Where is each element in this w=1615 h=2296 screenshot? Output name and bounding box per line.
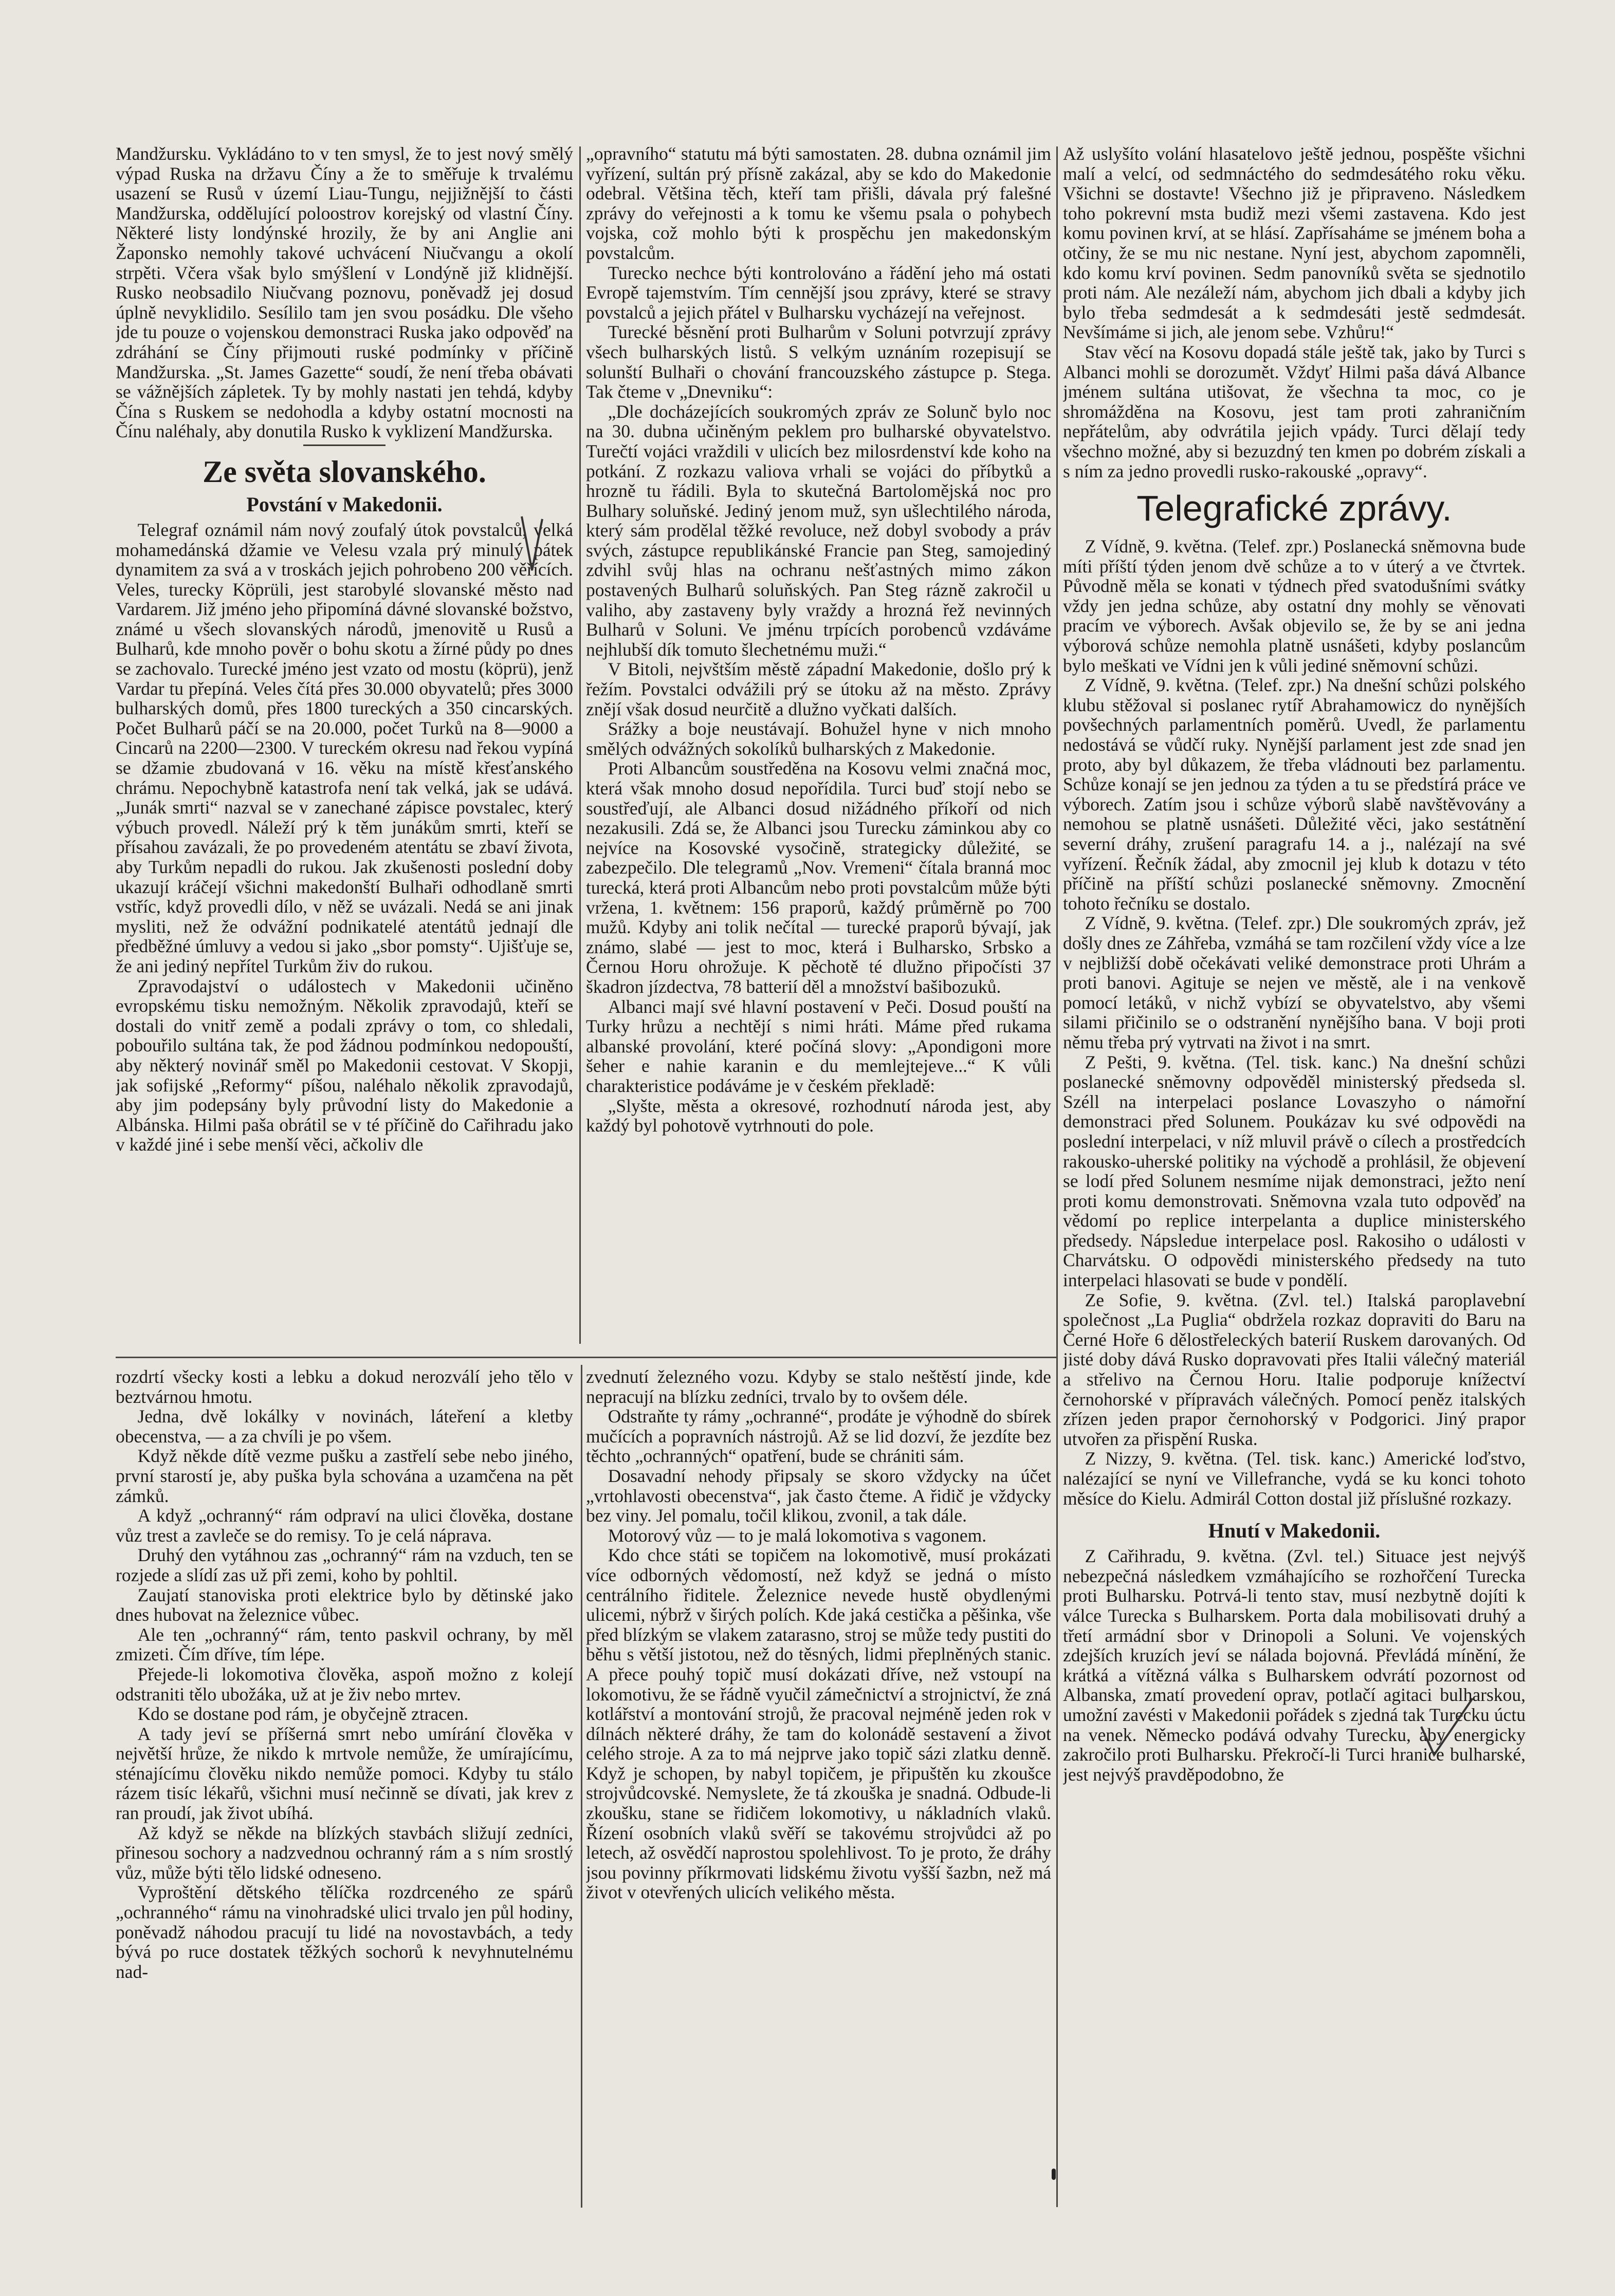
- paragraph: Vyproštění dětského tělíčka rozdrceného ze spárů „ochranného“ rámu na vinohradské ulici trvalo jen půl hodiny, poněvadž náhodou pracují tu lidé na novostavbách, a tedy bývá po ruce dostatek těžkých sochorů k nevyhnutelnému nad-: [116, 1882, 573, 1982]
- paragraph: zvednutí železného vozu. Kdyby se stalo neštěstí jinde, kde nepracují na blízku zedníci, trvalo by to ovšem déle.: [586, 1367, 1051, 1407]
- paragraph: Druhý den vytáhnou zas „ochranný“ rám na vzduch, ten se rozjede a slídí zas už při zemi, koho by pohltil.: [116, 1545, 573, 1585]
- paragraph: Ale ten „ochranný“ rám, tento paskvil ochrany, by měl zmizeti. Čím dříve, tím lépe.: [116, 1624, 573, 1665]
- paragraph: Albanci mají své hlavní postavení v Peči. Dosud pouští na Turky hrůzu a nechtějí s nimi hráti. Máme před rukama albanské provolání, které počíná slovy: „Apondigoni more šeher e nahie karanin e du memlejtejeve...“ K vůli charakteristice podáváme je v českém překladě:: [586, 996, 1051, 1096]
- paragraph: Srážky a boje neustávají. Bohužel hyne v nich mnoho smělých odvážných sokolíků bulharských z Makedonie.: [586, 718, 1051, 759]
- telegram-item: Z Vídně, 9. května. (Telef. zpr.) Dle soukromých zpráv, jež došly dnes ze Záhřeba, vzmáhá se tam rozčilení vždy více a lze v nejbližší době očekávati veliké demonstrace proti Uhrám a proti banovi. Agituje se nejen ve městě, ale i na venkově pomocí letáků, v nichž vybízí se obyvatelstvo, aby všemi silami přičinilo se o odstranění nynějšího bana. V boji proti němu třeba prý vytrvati na život i na smrt.: [1063, 913, 1526, 1052]
- telegram-item: Z Pešti, 9. května. (Tel. tisk. kanc.) Na dnešní schůzi poslanecké sněmovny odpověděl ministerský předseda sl. Széll na interpelaci poslance Lovaszyho o námořní demonstraci před Solunem. Poukázav ku své odpovědi na poslední interpelaci, v níž mluvil právě o cílech a prostředcích rakousko-uherské politiky na východě a prohlásil, že objevení se lodí před Solunem nesmíme nijak demonstraci, ježto není proti komu demonstrovati. Sněmovna vzala tuto odpověď na vědomí po replice interpelanta a duplice ministerského předsedy. Nápsledue interpelace posl. Rakosiho o události v Charvátsku. O odpovědi ministerského předsedy na tuto interpelaci hlasovati se bude v pondělí.: [1063, 1051, 1526, 1291]
- telegram-item: Z Nizzy, 9. května. (Tel. tisk. kanc.) Americké loďstvo, nalézající se nyní ve Villefranche, vydá se ku konci tohoto měsíce do Kielu. Admirál Cotton dostal již příslušné rozkazy.: [1063, 1448, 1526, 1509]
- column-rule-1: [579, 146, 581, 1344]
- telegram-item: Ze Sofie, 9. května. (Zvl. tel.) Italská paroplavební společnost „La Puglia“ obdržela rozkaz dopraviti do Baru na Černé Hoře 6 dělostřeleckých baterií Ruskem darovaných. Od jisté doby dává Rusko dopravovati přes Italii válečný materiál a střelivo na Černou Horu. Italie podporuje knížectví černohorské v přípravách válečných. Pomocí peněz italských zřízen jeden prapor černohorský v Podgorici. Jiný prapor utvořen za přispění Ruska.: [1063, 1289, 1526, 1449]
- section-heading-macedonia: Hnutí v Makedonii.: [1208, 1519, 1381, 1543]
- paragraph: Odstraňte ty rámy „ochranné“, prodáte je výhodně do sbírek mučících a popravních nástrojů. Až se lid dozví, že jezdíte bez těchto „ochranných“ opatření, bude se chrániti sám.: [586, 1406, 1051, 1467]
- column-rule-3: [581, 1365, 582, 2208]
- section-rule: [116, 1357, 1056, 1358]
- paragraph: Proti Albancům soustředěna na Kosovu velmi značná moc, která však mnoho dosud nepořídila. Turci buď stojí nebo se soustřeďují, ale Albanci dosud nižádného příkoří od nich nezakusili. Zdá se, že Albanci jsou Turecku záminkou aby co nejvíce na Kosovské vysočině, strategicky důležité, se zabezpečilo. Dle telegramů „Nov. Vremeni“ čítala branná moc turecká, která proti Albancům nebo proti povstalcům může býti vržena, 1. květnem: 156 praporů, každý průměrně po 700 mužů. Kdyby ani tolik nečítal — turecké praporů bývají, jak známo, slabé — jest to moc, která i Bulharsko, Srbsko a Černou Horu ohrožuje. K pěchotě té dlužno připočísti 37 škadron jízdectva, 78 batterií děl a množství bašibozuků.: [586, 758, 1051, 997]
- paragraph: Zpravodajství o událostech v Makedonii učiněno evropskému tisku nemožným. Několik zpravodajů, kteří se dostali do vnitř země a podali zprávy o tom, co shledali, pobouřilo sultána tak, že pod žádnou podmínkou nedopouští, aby některý novinář směl po Makedonii cestovat. V Skopji, jak sofijské „Reformy“ píšou, naléhalo několik zpravodajů, aby jim podepsány byly průvodní listy do Makedonie a Albánska. Hilmi paša obrátil se v té příčině do Cařihradu jako v každé jiné i sebe menší věci, ačkoliv dle: [116, 975, 573, 1155]
- paragraph: Přejede-li lokomotiva člověka, aspoň možno z kolejí odstraniti tělo ubožáka, už at je živ nebo mrtev.: [116, 1663, 573, 1705]
- ink-mark-icon: [1052, 2169, 1056, 2180]
- article-divider: [303, 445, 386, 446]
- column-rule-2: [1056, 146, 1058, 2207]
- paragraph: Až když se někde na blízkých stavbách sližují zedníci, přinesou sochory a nadzvednou ochranný rám a s ním srostlý vůz, může býti tělo lidské odneseno.: [116, 1822, 573, 1883]
- article-manchuria: Mandžursku. Vykládáno to v ten smysl, že to jest nový smělý výpad Ruska na državu Číny a že to směřuje k trvalému usazení se Rusů v území Liau-Tungu, nejjižnější to části Mandžurska, oddělující poloostrov korejský od vlastní Číny. Některé listy londýnské hrozily, že by ani Anglie ani Žaponsko nemohly takové uchvácení Niučvangu a okolí strpěti. Včera však bylo smýšlení v Londýně již klidnější. Rusko neobsadilo Niučvang poznovu, poněvadž jej dosud úplně nevyklidilo. Sesílilo tam jen svou posádku. Dle všeho jde tu pouze o vojenskou demonstraci Ruska jako odpověď na zdráhání se Číny přijmouti ruské podmínky v příčině Mandžurska. „St. James Gazette“ soudí, že není třeba obávati se vážnějších zápletek. Ty by mohly nastati jen tehdá, kdyby Čína s Ruskem se nedohodla a kdyby ostatní mocnosti na Čínu naléhaly, aby donutila Rusko k vyklizení Mandžurska.: [116, 144, 573, 442]
- paragraph: Jedna, dvě lokálky v novinách, láteření a kletby obecenstva, — a za chvíli je po všem.: [116, 1406, 573, 1447]
- paragraph: „opravního“ statutu má býti samostaten. 28. dubna oznámil jim vyřízení, sultán prý přísně zakázal, aby se kdo do Makedonie odebral. Většina těch, kteří tam přišli, dávala prý falešné zprávy do veřejnosti a k tomu ke všemu psala o pohybech vojska, což mohlo býti k prospěchu jen makedonským povstalcům.: [586, 144, 1051, 263]
- column-3: [1063, 144, 1526, 2220]
- section-heading-telegrams: Telegrafické zprávy.: [1136, 488, 1452, 529]
- paragraph: Zaujatí stanoviska proti elektrice bylo by dětinské jako dnes hubovat na železnice vůbec.: [116, 1584, 573, 1625]
- paragraph: Stav věcí na Kosovu dopadá stále ještě tak, jako by Turci s Albanci mohli se dorozumět. Vždyť Hilmi paša dává Albance jménem sultána utišovat, že všechna ta moc, co je shromážděna na Kosovu, jest tam proti zahraničním nepřátelům, aby odvrátila jejich vpády. Turci dělají tedy všechno možné, aby si bezuzdný ten kmen po dobrém získali a s ním za jedno provedli rusko-rakouské „opravy“.: [1063, 341, 1526, 482]
- handwritten-check-mark-icon: [1419, 1696, 1475, 1757]
- paragraph: A když „ochranný“ rám odpraví na ulici člověka, dostane vůz trest a zavleče se do remisy. To je celá náprava.: [116, 1505, 573, 1546]
- section-heading-slavic: Ze světa slovanského.: [203, 454, 486, 489]
- paragraph: Když někde dítě vezme pušku a zastřelí sebe nebo jiného, první starostí je, aby puška byla schována a uzamčena na pět zámků.: [116, 1446, 573, 1506]
- paragraph: Kdo se dostane pod rám, je obyčejně ztracen.: [137, 1704, 469, 1725]
- paragraph: Turecké běsnění proti Bulharům v Soluni potvrzují zprávy všech bulharských listů. S velkým uznáním rozepisují se solunští Bulhaři o chování francouzského zástupce p. Stega. Tak čteme v „Dnevniku“:: [586, 322, 1051, 402]
- paragraph: Až uslyšíto volání hlasatelovo ještě jednou, pospěšte všichni malí a velcí, od sedmnáctého do sedmdesátého roku věku. Všichni se dostavte! Všechno již je připraveno. Následkem toho pokrevní msta budiž mezi všemi zastavena. Kdo jest komu povinen krví, at se hlásí. Zapřísaháme se jménem boha a otčiny, že se mu nic nestane. Nyní jest, abychom zapomněli, kdo komu krví povinen. Sedm panovníků světa se sjednotilo proti nám. Ale nezáleží nám, abychom jich dbali a kdyby jich bylo třeba sedmdesát a k sedmdesáti jestě sedmdesát. Nevšímáme si jich, ale jenom sebe. Vzhůru!“: [1063, 144, 1526, 343]
- paragraph: Turecko nechce býti kontrolováno a řádění jeho má ostati Evropě tajemstvím. Tím cennější jsou zprávy, které se stravy povstalců a jejich přátel v Bulharsku vycházejí na veřejnost.: [586, 262, 1051, 323]
- paragraph: rozdrtí všecky kosti a lebku a dokud nerozválí jeho tělo v beztvárnou hmotu.: [116, 1367, 573, 1407]
- column-2-bottom: [586, 1367, 1051, 2210]
- paragraph: Kdo chce státi se topičem na lokomotivě, musí prokázati více odborných vědomostí, než když se jedná o místo centrálního řiditele. Železnice nevede hustě obydlenými ulicemi, nýbrž v širých polích. Kde jaká cestička a pěšinka, vše před blízkým se vlakem zatarasno, stroj se může tedy pustiti do běhu s větší jistotou, než do těsných, lidmi přeplněných stanic. A přece pouhý topič musí dokázati dříve, než vstoupí na lokomotivu, že se řádně vyučil zámečnictví a strojnictví, že zná kotlářství a montování strojů, že pracoval nejméně jeden rok v dílnách některé dráhy, že tam do kolonádě sestavení a život celého stroje. A za to má nejprve jako topič sázi zlatku denně. Když je schopen, by nabyl topičem, je připuštěn ku zkoušce strojvůdcovské. Nemyslete, že tá zkouška je snadná. Odbude-li zkoušku, stane se řidičem lokomotivy, u nákladních vlaků. Řízení osobních vlaků svěří se takovému strojvůdci až po letech, až osvědčí naprostou spolehlivost. To je proto, že dráhy jsou povinny příkrmovati lidskému životu vyšší šazbn, než má život v otevřených ulicích velikého města.: [586, 1545, 1051, 1903]
- paragraph: Motorový vůz — to je malá lokomotiva s vagonem.: [608, 1525, 987, 1546]
- column-1-top: [116, 144, 573, 1354]
- handwritten-check-mark-icon: [519, 514, 545, 576]
- paragraph: Dosavadní nehody připsaly se skoro vždycky na účet „vrtohlavosti obecenstva“, jak často čteme. A řidič je vždycky bez viny. Jel pomalu, točil klikou, zvonil, a tak dále.: [586, 1465, 1051, 1526]
- column-1-bottom: [116, 1367, 573, 2210]
- subheading-macedonia-uprising: Povstání v Makedonii.: [246, 492, 443, 516]
- paragraph: V Bitoli, nejvštším městě západní Makedonie, došlo prý k řežím. Povstalci odvážili prý se útoku až na město. Zprávy znějí však dosud neurčitě a dlužno vyčkati dalších.: [586, 659, 1051, 719]
- paragraph: A tady jeví se příšerná smrt nebo umírání člověka v největší hrůze, že nikdo k mrtvole nemůže, že umírajícímu, sténajícímu člověku nikdo nemůže pomoci. Kdyby tu stálo rázem tisíc lékařů, všichni musí nečinně se dívati, jak krev z ran proudí, jak život ubíhá.: [116, 1723, 573, 1824]
- column-2-top: [586, 144, 1051, 1354]
- telegram-item: Z Vídně, 9. května. (Telef. zpr.) Na dnešní schůzi polského klubu stěžoval si poslanec rytíř Abrahamowicz do nynějších povšechných parlamentních poměrů. Uvedl, že parlamentu nedostává se vůdčí ruky. Nynější parlament jest zde snad jen proto, aby byl důkazem, že třeba vládnouti bez parlamentu. Schůze konají se jen jednou za týden a tu se předstírá práce ve výborech. Zatím jsou i schůze výborů slabě navštěvovány a nemohou se platně usnášeti. Důležité věci, jako sestátnění severní dráhy, zrušení paragrafu 14. a j., nalézají na své vyřízení. Řečník žádal, aby zmocnil jej klub k dotazu v této příčině na příští schůzi poslanecké sněmovny. Zmocnění tohoto řečníku se dostalo.: [1063, 675, 1526, 914]
- paragraph: „Dle docházejících soukromých zpráv ze Solunč bylo noc na 30. dubna učiněným peklem pro bulharské obyvatelstvo. Turečtí vojáci vraždili v ulicích bez milosrdenství kde koho na potkání. Z rozkazu valiova vrhali se vojáci do příbytků a hrozně tu řádili. Byla to skutečná Bartolomějská noc pro Bulhary soluňské. Jediný jenom muž, syn ušlechtilého národa, který sám prodělal těžké revoluce, než dobyl svobody a práv svých, zástupce republikánské Francie pan Steg, samojediný zdvihl svůj hlas na ochranu nešťastných mimo zákon postavených Bulharů soluňských. Pan Steg rázně zakročil u valiho, aby zastaveny byly vraždy a hrozná řež nevinných Bulharů v Soluni. Ve jménu trpících porobenců vzdáváme nejhlubší dík tomuto šlechetnému muži.“: [586, 401, 1051, 660]
- telegram-item: Z Cařihradu, 9. května. (Zvl. tel.) Situace jest nejvýš nebezpečná následkem vzmáhajícího se rozhořčení Turecka proti Bulharsku. Potrvá-li tento stav, musí nezbytně dojíti k válce Turecka s Bulharskem. Porta dala mobilisovati druhý a třetí armádní sbor v Drinopoli a Soluni. Ve vojenských zdejších kruzích jeví se nálada bojovná. Převládá mínění, že krátká a vítězná válka s Bulharskem odvrátí pozornost od Albanska, zmatí provedení oprav, potlačí agitaci bulharskou, umožní zavésti v Makedonii pořádek s zjedná tak Turecku úctu na venek. Německo podává odvahy Turecku, aby energicky zakročilo proti Bulharsku. Překročí-li Turci hranice bulharské, jest nejvýš pravděpodobno, že: [1063, 1546, 1526, 1785]
- paragraph: Telegraf oznámil nám nový zoufalý útok povstalců, velká mohamedánská džamie ve Velesu vzala prý minulý pátek dynamitem za svá a v troskách jejich pohrobeno 200 věřících. Veles, turecky Köprüli, jest starobylé slovanské město nad Vardarem. Již jméno jeho připomíná dávné slovanské božstvo, známé u všech slovanských národů, jmenovitě u Rusů a Bulharů, kde mnoho pověr o bohu skotu a žírné půdy po dnes se zachovalo. Turecké jméno jest vzato od mostu (köprü), jenž Vardar tu přepíná. Veles čítá přes 30.000 obyvatelů; přes 3000 bulharských domů, přes 1800 tureckých a 350 cincarských. Počet Bulharů páčí se na 20.000, počet Turků na 8—9000 a Cincarů na 2200—2300. V tureckém okresu nad řekou vypíná se džamie zbudovaná v 16. věku na místě křesťanského chrámu. Nepochybně katastrofa není tak velká, jak se udává. „Junák smrti“ nazval se v zanechané zápisce povstalec, který výbuch provedl. Náleží prý k těm junákům smrti, kteří se přísahou zavázali, že po provedeném atentátu se zbaví života, aby Turkům nepadli do rukou. Jak zkušenosti poslední doby ukazují kráčejí všichni makedonští Bulhaři odhodlaně smrti vstříc, když provedli dílo, v něž se uvázali. Nedá se ani jinak mysliti, než že odvážní podnikatelé atentátů jednají dle předběžné úmluvy a vedou si jako „sbor pomsty“. Ujišťuje se, že ani jediný nepřítel Turkům živ do rukou.: [116, 519, 573, 976]
- telegram-item: Z Vídně, 9. května. (Telef. zpr.) Poslanecká sněmovna bude míti příští týden jenom dvě schůze a to v úterý a ve čtvrtek. Původně měla se konati v týdnech před svatodušními svátky vždy jen jedna schůze, aby ostatní dny mohly se věnovati pracím ve výborech. Avšak objevilo se, že by se ani jedna výborová schůze nemohla platně usnášeti, kdyby poslancům bylo meškati ve Vídni jen k vůli jediné sněmovní schůzi.: [1063, 536, 1526, 676]
- paragraph: „Slyšte, města a okresové, rozhodnutí národa jest, aby každý byl pohotově vytrhnouti do pole.: [586, 1095, 1051, 1136]
